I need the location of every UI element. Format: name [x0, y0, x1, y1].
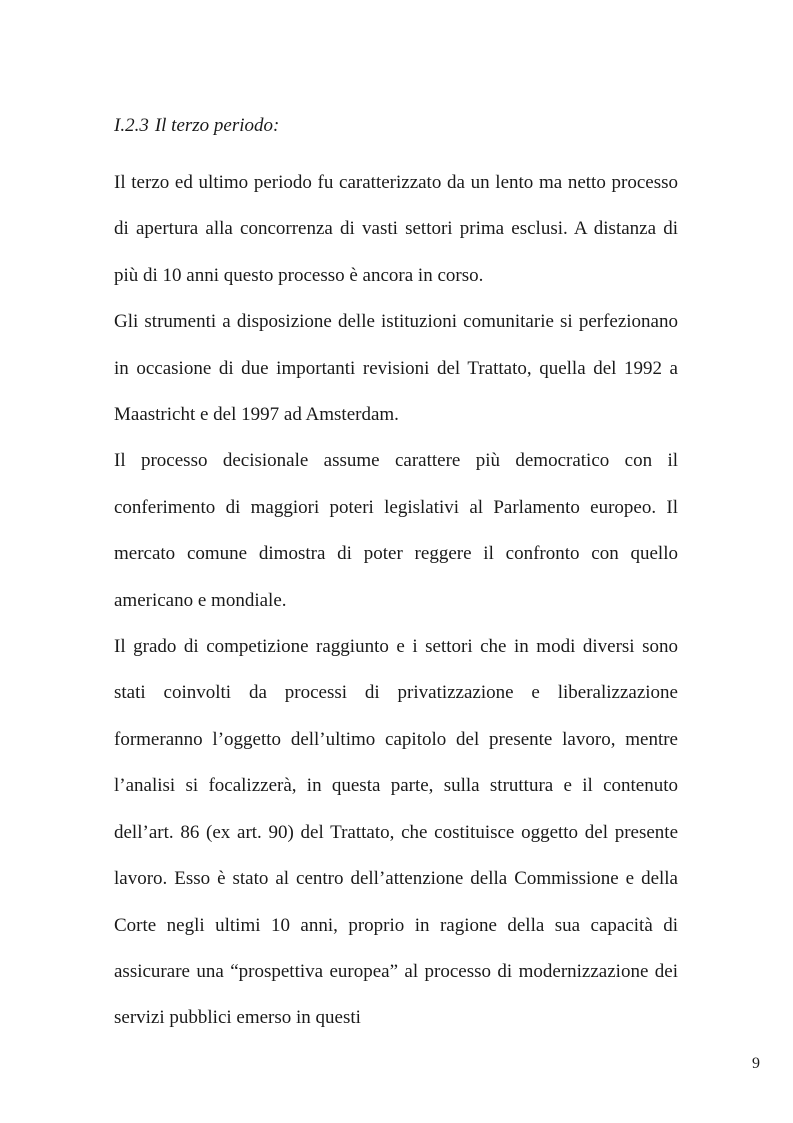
- body-text: [114, 160, 678, 1042]
- paragraph: Il processo decisionale assume carattere più democratico con il conferimento di maggiori poteri legislativi al Parlamento europeo. Il mercato comune dimostra di poter reggere il confronto con quello americano e mondiale.: [114, 450, 678, 611]
- paragraph: Il grado di competizione raggiunto e i settori che in modi diversi sono stati coinvolti da processi di privatizzazione e liberalizzazione formeranno l’oggetto dell’ultimo capitolo del presente lavoro, mentre l’analisi si focalizzerà, in questa parte, sulla struttura e il contenuto dell’art. 86 (ex art. 90) del Trattato, che costituisce oggetto del presente lavoro. Esso è stato al centro dell’attenzione della Commissione e della Corte negli ultimi 10 anni, proprio in ragione della sua capacità di assicurare una “prospettiva europea” al processo di modernizzazione dei servizi pubblici emerso in questi: [114, 636, 678, 1029]
- section-heading: [114, 113, 279, 139]
- paragraph: Gli strumenti a disposizione delle istituzioni comunitarie si perfezionano in occasione di due importanti revisioni del Trattato, quella del 1992 a Maastricht e del 1997 ad Amsterdam.: [114, 311, 678, 426]
- page-number: 9: [752, 1055, 760, 1072]
- paragraph: Il terzo ed ultimo periodo fu caratterizzato da un lento ma netto processo di apertura alla concorrenza di vasti settori prima esclusi. A distanza di più di 10 anni questo processo è ancora in corso.: [114, 172, 678, 286]
- section-number: I.2.3: [114, 115, 149, 136]
- section-title: Il terzo periodo:: [154, 115, 280, 136]
